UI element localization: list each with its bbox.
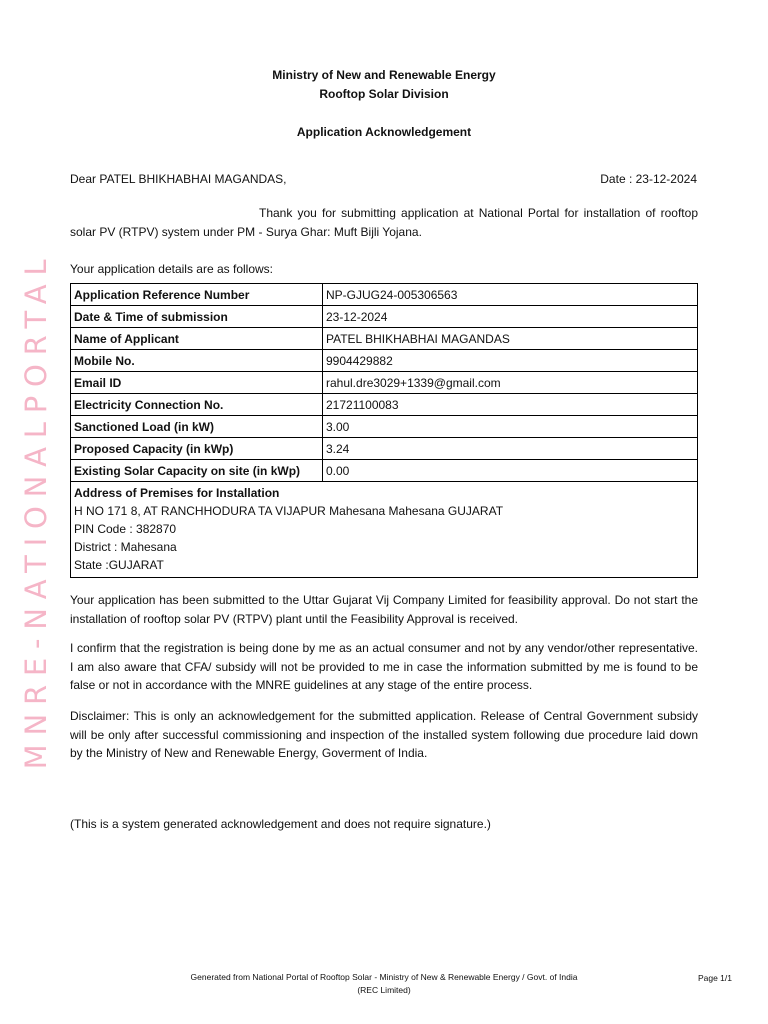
field-label: Date & Time of submission <box>71 306 323 328</box>
disclaimer-paragraph: Disclaimer: This is only an acknowledgement for the submitted application. Release of Central Government subsidy will be only after successful commissioning and inspection of the installed system following due procedure laid down by the Ministry of New and Renewable Energy, Goverment of India. <box>70 709 698 760</box>
date: Date : 23-12-2024 <box>600 172 697 186</box>
field-label: Email ID <box>71 372 323 394</box>
table-row <box>71 438 698 460</box>
table-row <box>71 350 698 372</box>
address-cell <box>71 482 698 578</box>
footer-org: (REC Limited) <box>357 985 411 995</box>
system-generated-note: (This is a system generated acknowledgement and does not require signature.) <box>70 817 491 831</box>
field-label: Sanctioned Load (in kW) <box>71 416 323 438</box>
field-value: 0.00 <box>323 460 698 482</box>
table-row <box>71 394 698 416</box>
field-value: PATEL BHIKHABHAI MAGANDAS <box>323 328 698 350</box>
document-title: Application Acknowledgement <box>296 125 472 139</box>
field-label: Name of Applicant <box>71 328 323 350</box>
address-row <box>71 482 698 578</box>
table-row <box>71 306 698 328</box>
submission-paragraph: Your application has been submitted to the Uttar Gujarat Vij Company Limited for feasibility approval. Do not start the installation of rooftop solar PV (RTPV) plant until the Feasibility Approval is received. <box>70 593 698 626</box>
field-value: 3.24 <box>323 438 698 460</box>
footer-line: Generated from National Portal of Rooftop Solar - Ministry of New & Renewable Energy / Govt. of India <box>190 972 578 982</box>
field-value: rahul.dre3029+1339@gmail.com <box>323 372 698 394</box>
intro-paragraph: Thank you for submitting application at National Portal for installation of rooftop solar PV (RTPV) system under PM - Surya Ghar: Muft Bijli Yojana. <box>70 206 698 239</box>
field-label: Existing Solar Capacity on site (in kWp) <box>71 460 323 482</box>
table-row <box>71 460 698 482</box>
field-label: Mobile No. <box>71 350 323 372</box>
page-number: Page 1/1 <box>697 973 732 983</box>
field-label: Proposed Capacity (in kWp) <box>71 438 323 460</box>
field-value: NP-GJUG24-005306563 <box>323 284 698 306</box>
field-value: 3.00 <box>323 416 698 438</box>
table-row <box>71 372 698 394</box>
table-row <box>71 416 698 438</box>
details-intro: Your application details are as follows: <box>70 262 274 276</box>
address-state: State :GUJARAT <box>74 558 164 572</box>
address-line: H NO 171 8, AT RANCHHODURA TA VIJAPUR Mahesana Mahesana GUJARAT <box>74 504 504 518</box>
footer <box>0 971 768 997</box>
table-row <box>71 328 698 350</box>
table-row <box>71 284 698 306</box>
confirmation-paragraph: I confirm that the registration is being done by me as an actual consumer and not by any vendor/other representative. I am also aware that CFA/ subsidy will not be provided to me in case the information submitted by me is found to be false or not in accordance with the MNRE guidelines at any stage of the entire process. <box>70 641 698 692</box>
application-details-table <box>70 283 698 578</box>
division-title: Rooftop Solar Division <box>319 87 449 101</box>
watermark: MNRE-NATIONALPORTAL <box>19 250 53 770</box>
greeting: Dear PATEL BHIKHABHAI MAGANDAS, <box>70 172 287 186</box>
field-value: 23-12-2024 <box>323 306 698 328</box>
address-district: District : Mahesana <box>74 540 177 554</box>
address-pin: PIN Code : 382870 <box>74 522 177 536</box>
field-value: 21721100083 <box>323 394 698 416</box>
ministry-title: Ministry of New and Renewable Energy <box>272 68 496 82</box>
field-value: 9904429882 <box>323 350 698 372</box>
field-label: Application Reference Number <box>71 284 323 306</box>
field-label: Electricity Connection No. <box>71 394 323 416</box>
address-title: Address of Premises for Installation <box>74 486 280 500</box>
